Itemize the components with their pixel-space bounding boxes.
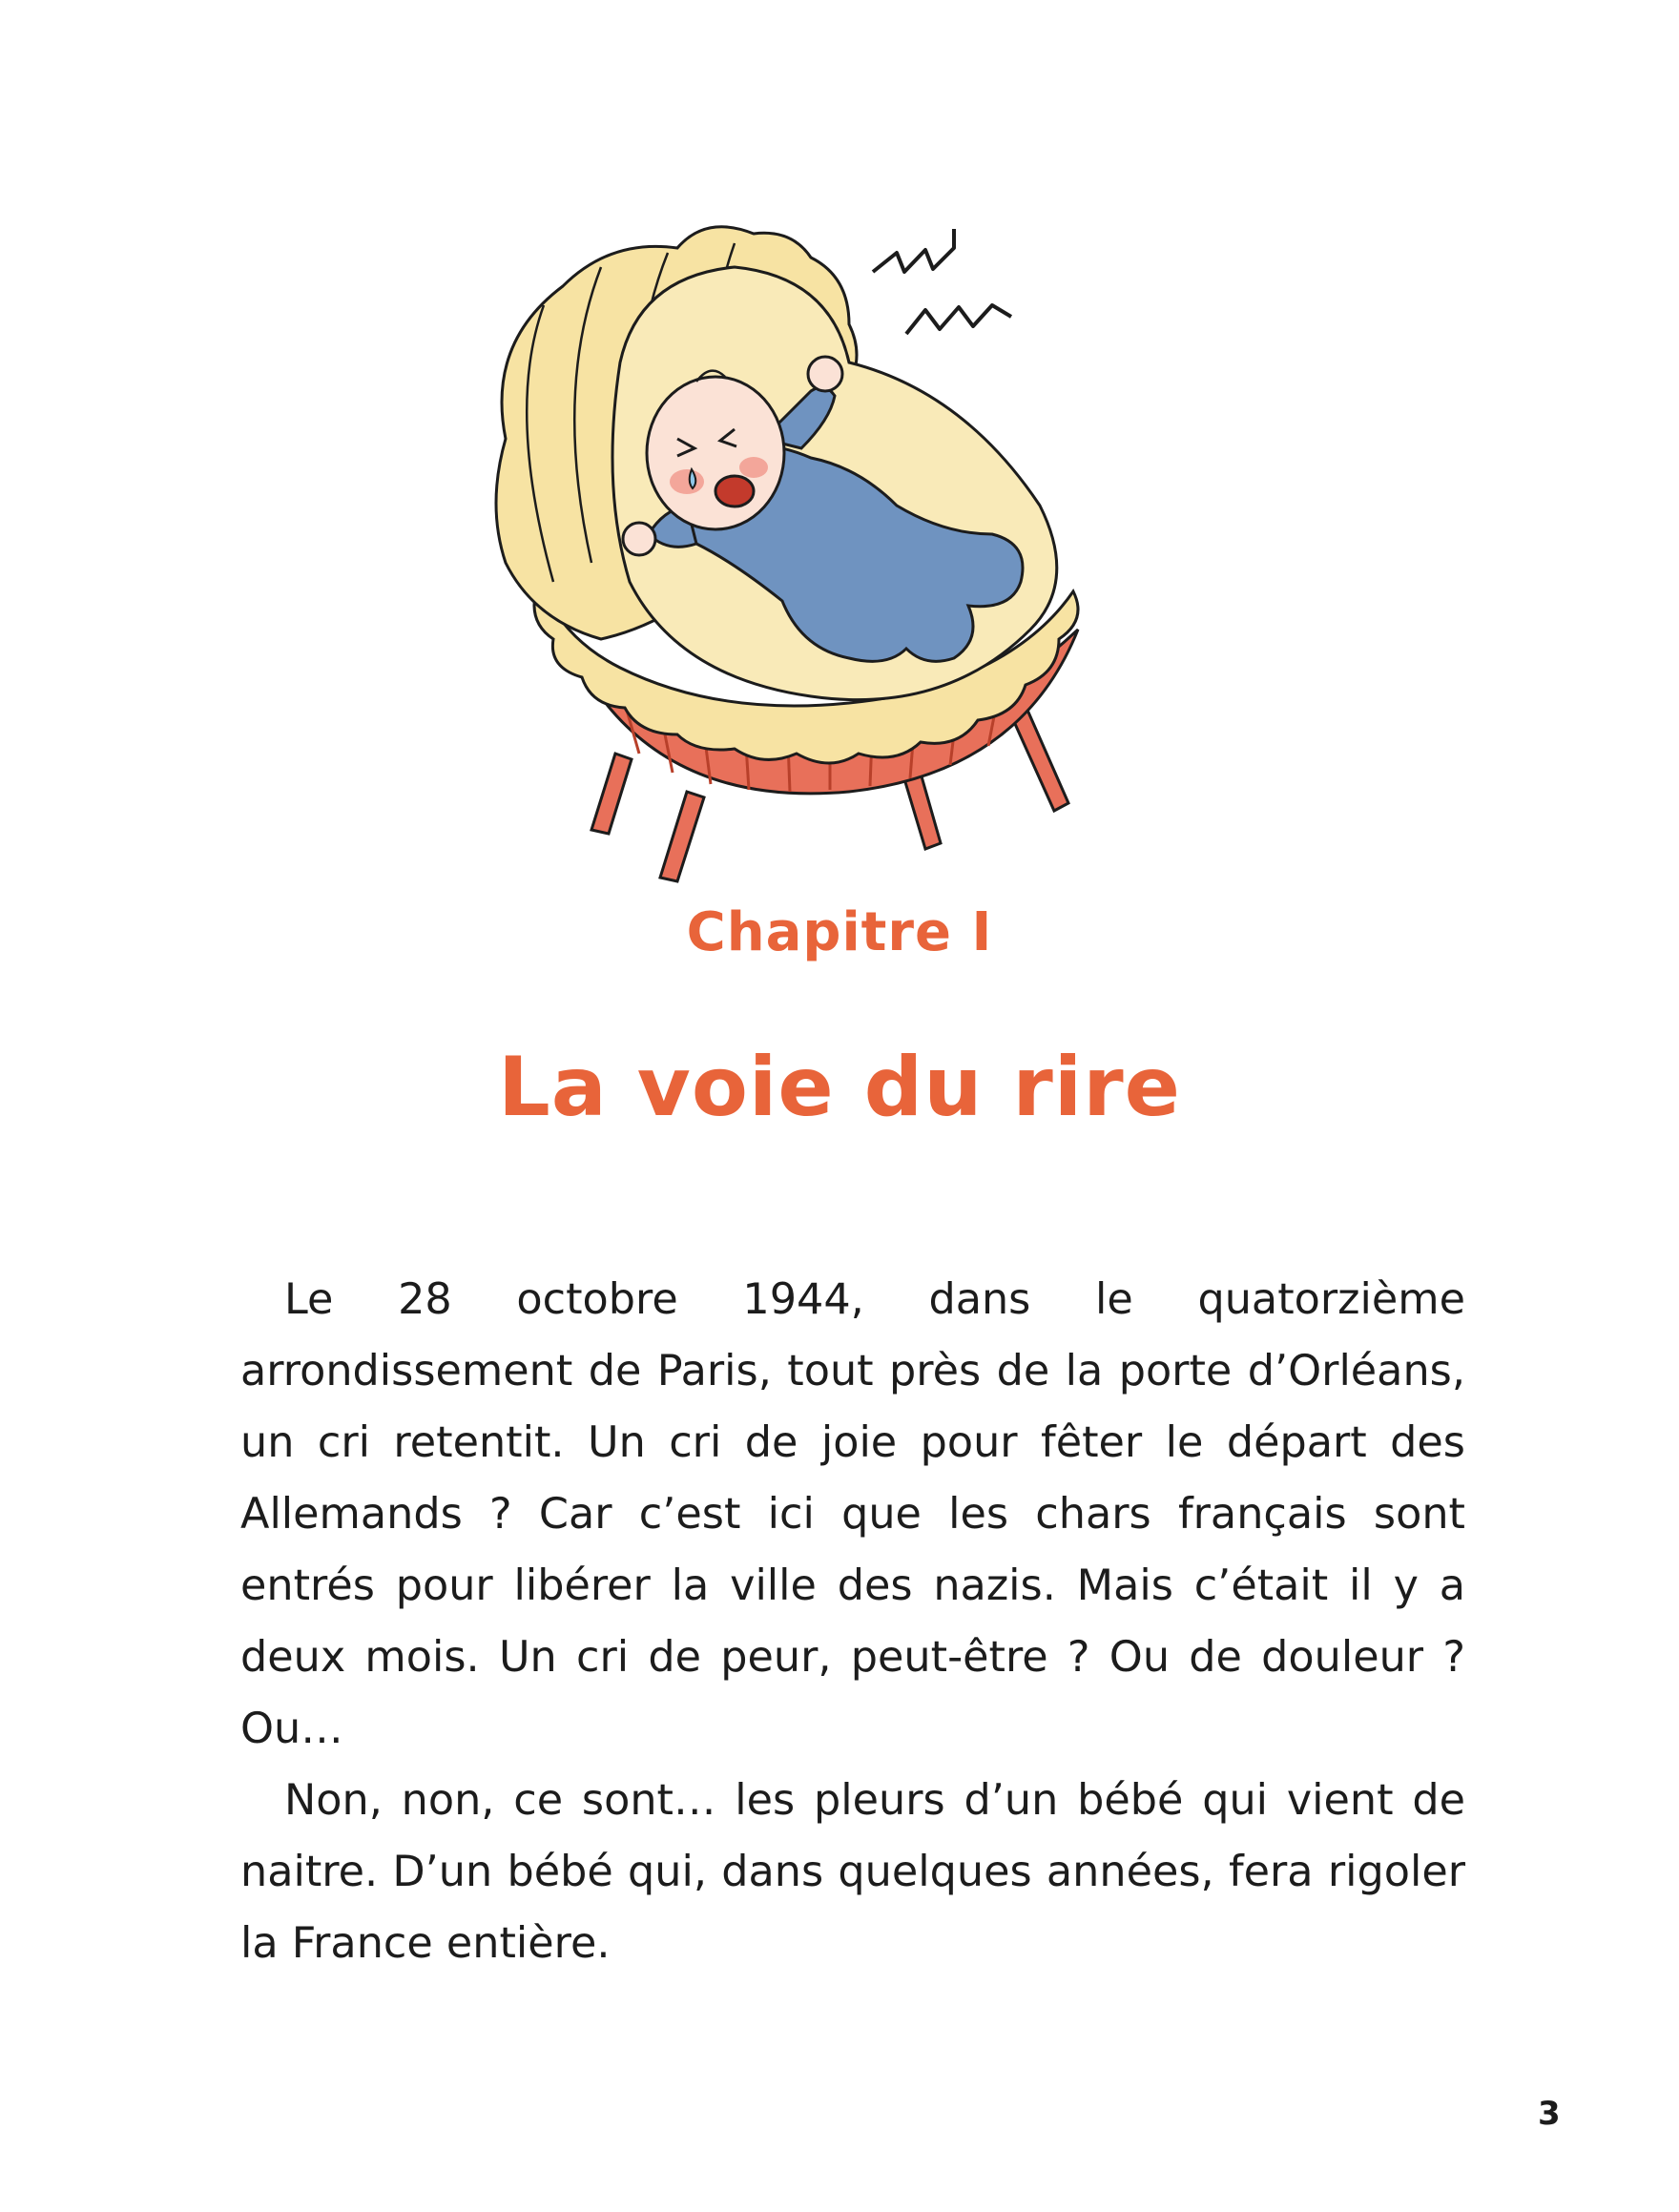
paragraph-1: Le 28 octobre 1944, dans le quatorzième arrondissement de Paris, tout près de la porte d’Orléans, un cri retentit. Un cri de joie pour fêter le départ des Allemands ? Car c’est ici que les chars français sont entrés pour libérer la ville des nazis. Mais c’était il y a deux mois. Un cri de peur, peut-être ? Ou de douleur ? Ou… — [240, 1275, 1465, 1753]
paragraph-2: Non, non, ce sont… les pleurs d’un bébé qui vient de naitre. D’un bébé qui, dans quelques années, fera rigoler la France entière. — [240, 1776, 1465, 1968]
baby-fist-left — [623, 523, 655, 555]
baby-fist-right — [808, 357, 842, 391]
chapter-title: La voie du rire — [497, 1040, 1182, 1135]
crying-baby-bassinet-illustration — [448, 219, 1135, 887]
baby-crying-mouth — [715, 476, 754, 506]
chapter-label: Chapitre I — [686, 901, 993, 963]
page-number: 3 — [1538, 2095, 1561, 2133]
body-text — [240, 1264, 1465, 1979]
cry-lines — [873, 229, 1011, 334]
baby-head — [647, 377, 784, 529]
